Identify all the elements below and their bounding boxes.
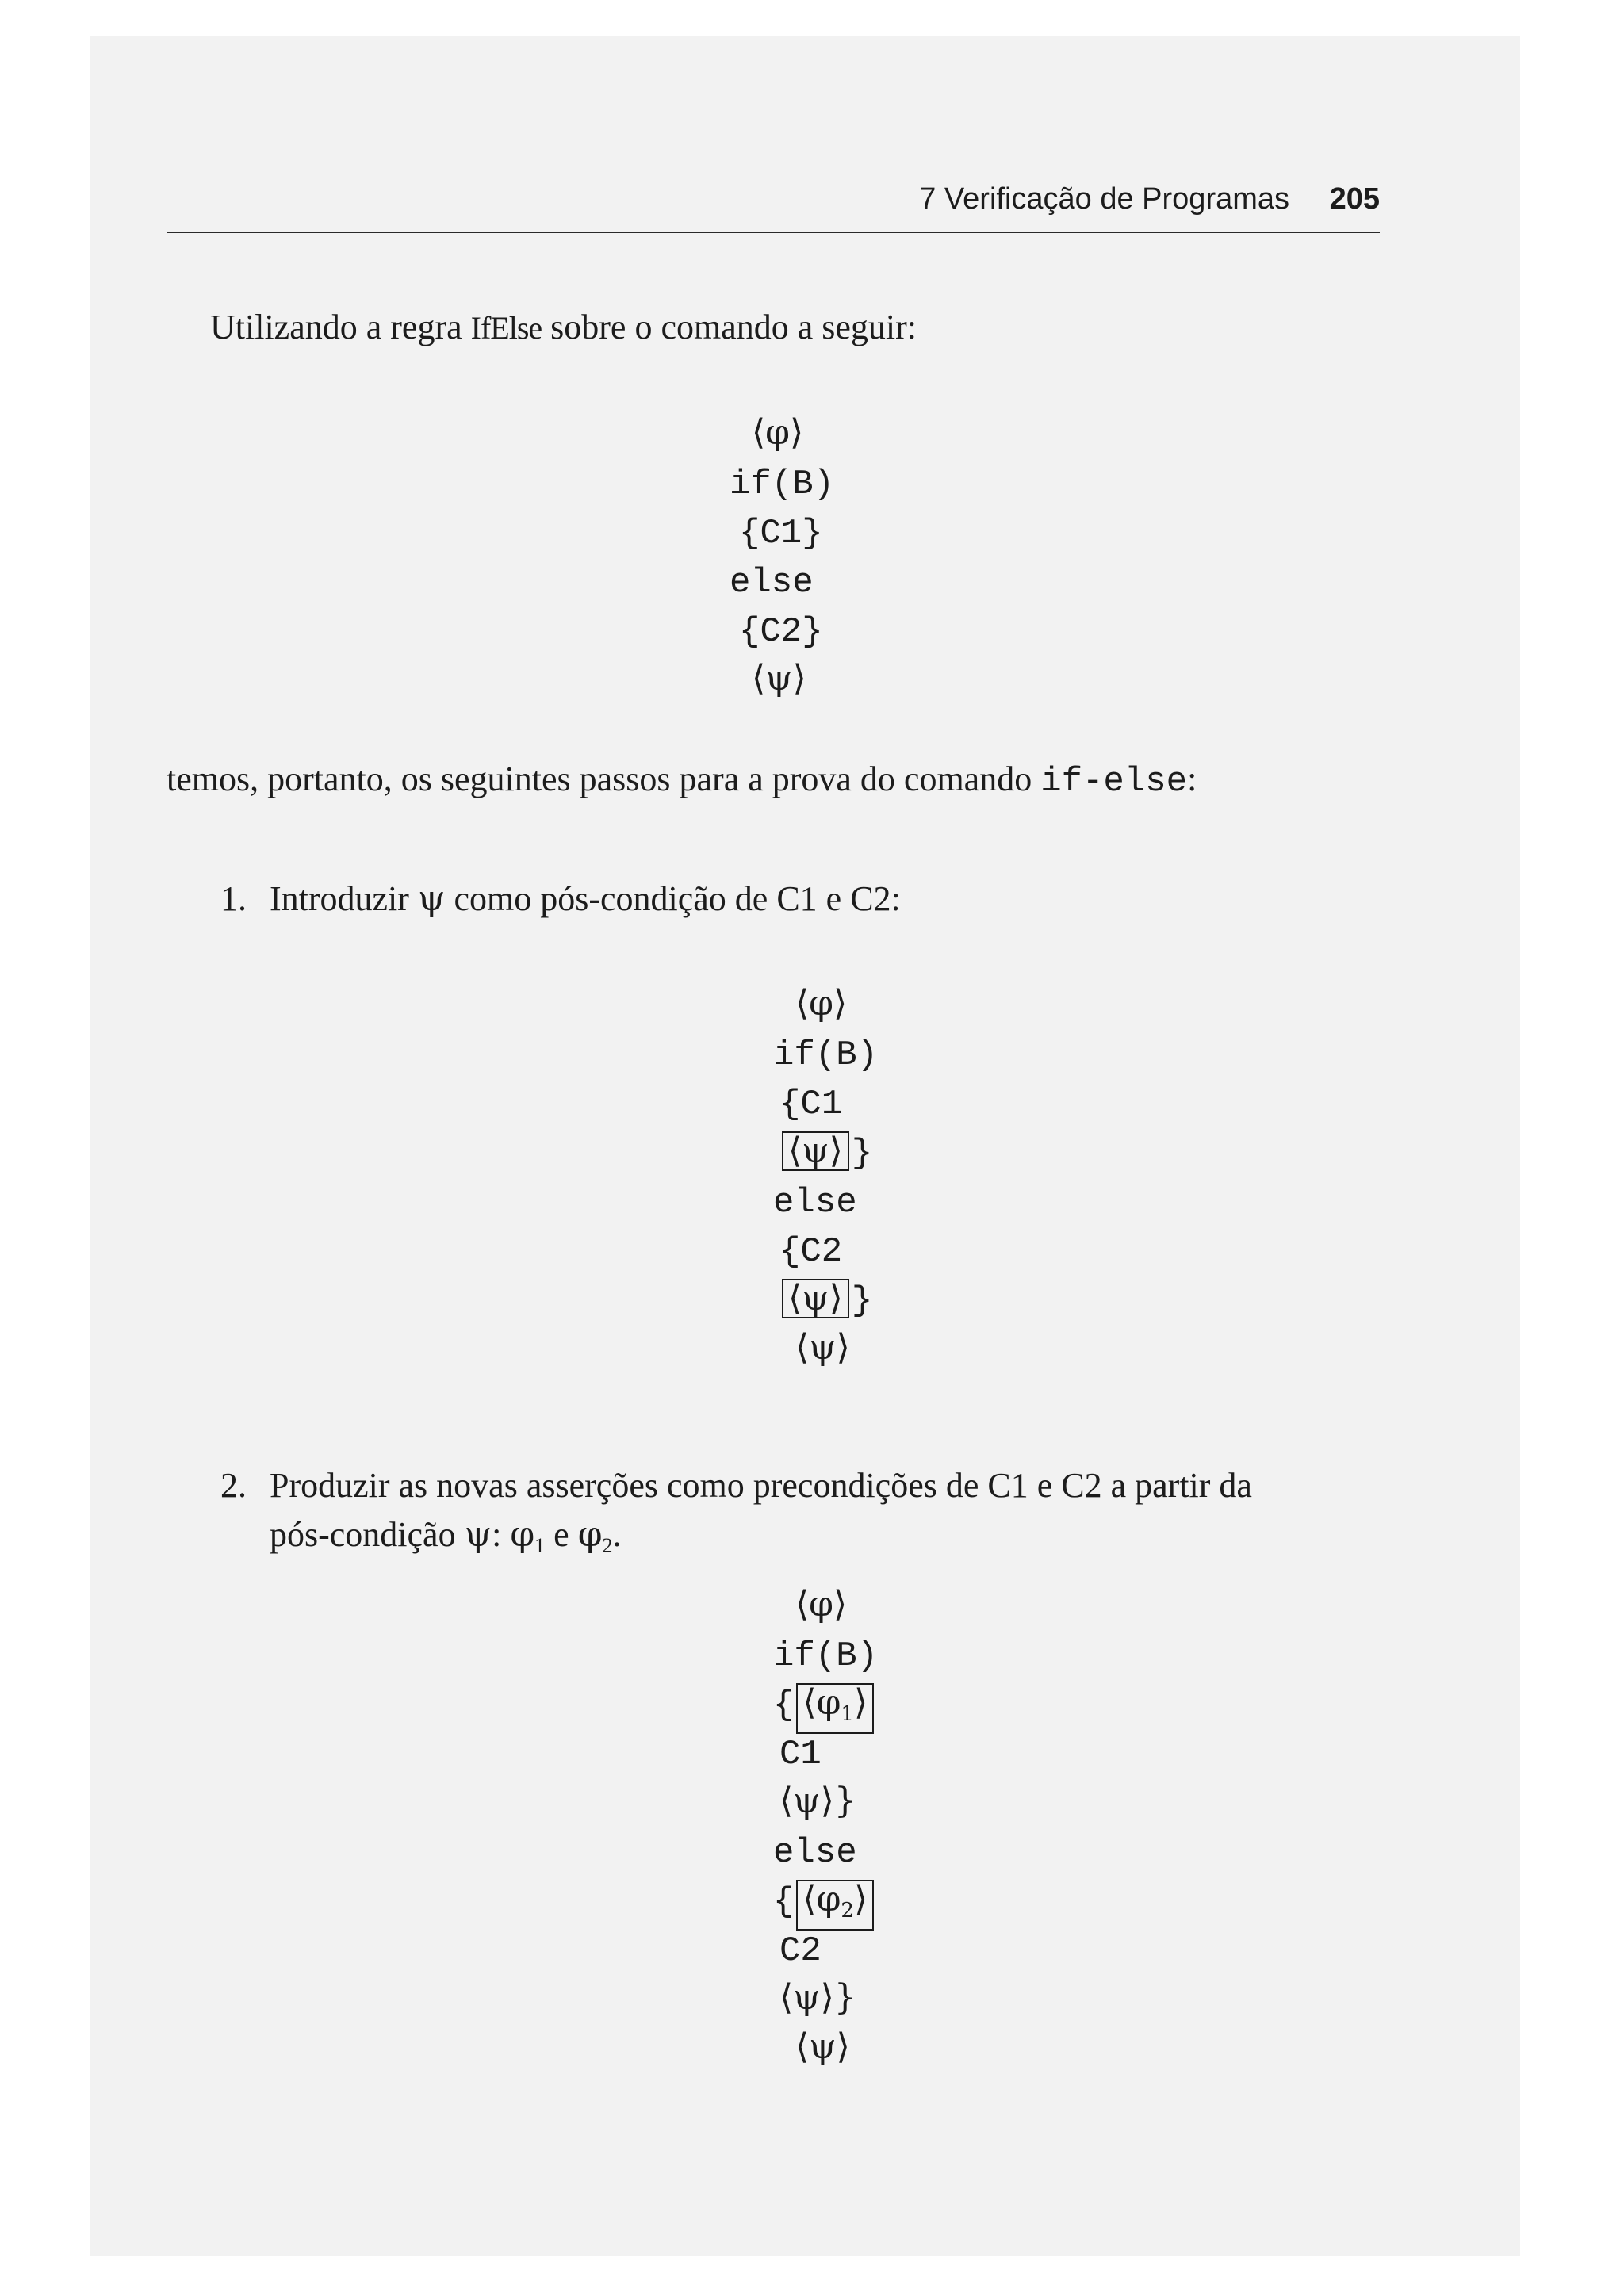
else-line: else xyxy=(773,1183,857,1223)
step-1-text-a: Introduzir xyxy=(270,879,418,918)
precondition: ⟨φ⟩ xyxy=(752,412,804,453)
opening-brace: { xyxy=(773,1882,795,1922)
if-line: if(B) xyxy=(730,465,835,504)
code-block-2 xyxy=(773,979,878,1372)
subscript: 2 xyxy=(841,1899,854,1923)
c2-line: {C2} xyxy=(739,612,823,652)
postcondition: ⟨ψ⟩ xyxy=(795,2026,850,2067)
steps-intro-colon: : xyxy=(1187,760,1197,798)
phi-text: ⟨φ xyxy=(802,1879,841,1919)
closing-brace: } xyxy=(851,1281,873,1321)
angle-close: ⟩ xyxy=(853,1879,868,1919)
step-2-text-a: pós-condição xyxy=(270,1515,465,1554)
page-number: 205 xyxy=(1329,182,1380,216)
phi-symbol: φ xyxy=(577,1514,603,1555)
colon: : xyxy=(492,1515,511,1554)
intro-text-a: Utilizando a regra xyxy=(210,308,471,346)
steps-intro-text: temos, portanto, os seguintes passos para a prova do comando xyxy=(167,760,1041,798)
code-block-3 xyxy=(773,1580,878,2072)
chapter-title: 7 Verificação de Programas xyxy=(919,182,1290,216)
c1-line: C1 xyxy=(779,1735,822,1774)
intermediate-assertion: ⟨ψ⟩} xyxy=(779,1977,856,2018)
precondition: ⟨φ⟩ xyxy=(795,1584,848,1624)
boxed-new-assertion xyxy=(796,1880,874,1931)
intro-text-b: sobre o comando a seguir: xyxy=(542,308,917,346)
postcondition: ⟨ψ⟩ xyxy=(752,658,806,698)
running-header xyxy=(872,182,1380,216)
boxed-assertion: ⟨ψ⟩ xyxy=(782,1131,849,1171)
else-line: else xyxy=(773,1833,857,1873)
precondition: ⟨φ⟩ xyxy=(795,983,848,1024)
c1-line: {C1 xyxy=(779,1085,843,1124)
boxed-new-assertion xyxy=(796,1683,874,1734)
step-1-text-b: como pós-condição de C1 e C2: xyxy=(445,879,901,918)
psi-symbol: ψ xyxy=(464,1514,492,1555)
c2-line: {C2 xyxy=(779,1232,843,1272)
subscript: 2 xyxy=(602,1534,613,1557)
intermediate-assertion: ⟨ψ⟩} xyxy=(779,1781,856,1821)
step-text-line-2 xyxy=(270,1510,622,1571)
subscript: 1 xyxy=(534,1534,546,1557)
subscript: 1 xyxy=(841,1702,854,1726)
intro-paragraph xyxy=(210,304,917,352)
rule-name: IfElse xyxy=(470,310,542,346)
c2-line: C2 xyxy=(779,1931,822,1971)
step-text-line-1: Produzir as novas asserções como precondições de C1 e C2 a partir da xyxy=(270,1466,1252,1505)
boxed-assertion: ⟨ψ⟩ xyxy=(782,1279,849,1318)
angle-close: ⟩ xyxy=(853,1682,868,1723)
step-number: 1. xyxy=(220,879,247,918)
c1-line: {C1} xyxy=(739,514,823,553)
else-line: else xyxy=(730,563,814,603)
code-block-1 xyxy=(730,408,834,703)
step-text xyxy=(270,874,901,924)
if-line: if(B) xyxy=(773,1636,879,1676)
closing-brace: } xyxy=(851,1134,873,1173)
conjunction: e xyxy=(545,1515,578,1554)
steps-intro-paragraph xyxy=(167,756,1197,806)
step-number: 2. xyxy=(220,1466,247,1505)
phi-symbol: φ xyxy=(510,1514,535,1555)
psi-symbol: ψ xyxy=(417,878,446,919)
header-rule xyxy=(167,232,1380,233)
postcondition: ⟨ψ⟩ xyxy=(795,1327,850,1368)
opening-brace: { xyxy=(773,1686,795,1725)
phi-text: ⟨φ xyxy=(802,1682,841,1723)
if-line: if(B) xyxy=(773,1035,879,1075)
command-name: if-else xyxy=(1040,762,1188,802)
period: . xyxy=(612,1515,622,1554)
